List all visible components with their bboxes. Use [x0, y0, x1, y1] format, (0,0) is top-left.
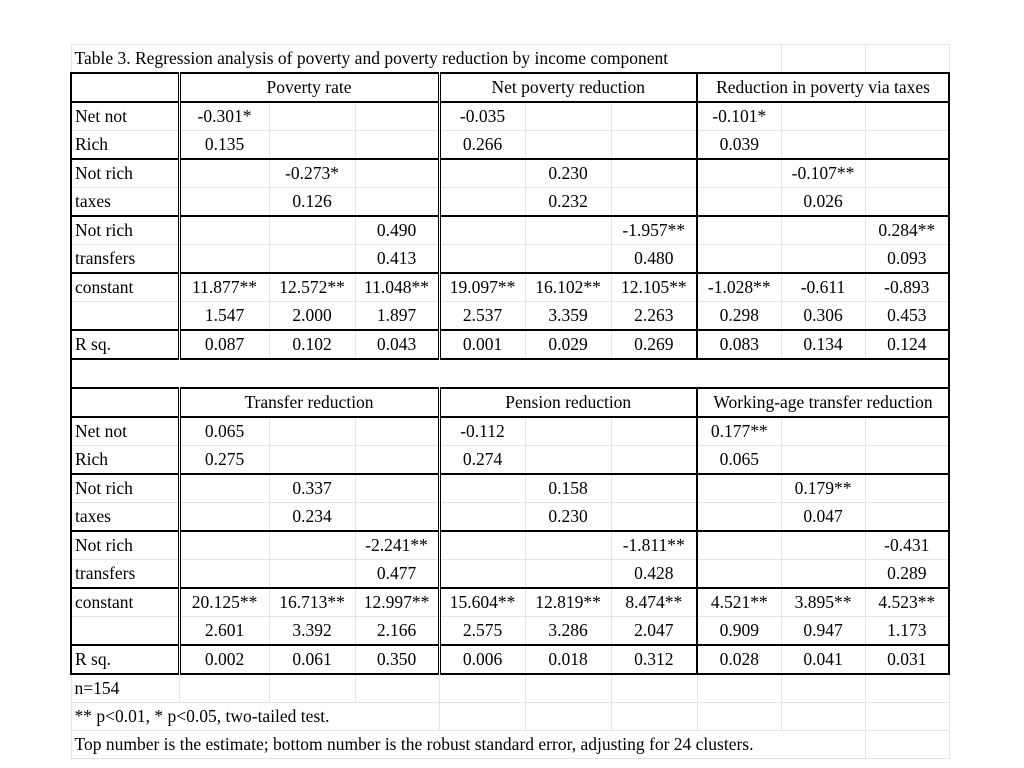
- separator-row: [71, 359, 949, 388]
- coefficient-cell: [179, 159, 269, 188]
- coefficient-cell: -0.611: [781, 273, 865, 302]
- row-label: Not rich: [71, 216, 179, 245]
- coefficient-cell: [269, 102, 355, 131]
- panel-1-header-row: [71, 388, 949, 417]
- row-label: taxes: [71, 188, 179, 217]
- coefficient-cell: [865, 102, 949, 131]
- coefficient-cell: [781, 131, 865, 160]
- coefficient-cell: 0.087: [179, 330, 269, 359]
- panel-0-row: [71, 330, 949, 359]
- coefficient-cell: 0.350: [355, 645, 439, 674]
- row-label: Rich: [71, 446, 179, 475]
- coefficient-cell: 2.537: [439, 302, 525, 331]
- coefficient-cell: [781, 216, 865, 245]
- coefficient-cell: 2.575: [439, 617, 525, 646]
- coefficient-cell: 0.065: [697, 446, 781, 475]
- header-blank-cell: [71, 388, 179, 417]
- coefficient-cell: 11.048**: [355, 273, 439, 302]
- coefficient-cell: 1.897: [355, 302, 439, 331]
- coefficient-cell: 0.275: [179, 446, 269, 475]
- coefficient-cell: [525, 531, 611, 560]
- coefficient-cell: 0.102: [269, 330, 355, 359]
- coefficient-cell: [355, 446, 439, 475]
- row-label: Not rich: [71, 159, 179, 188]
- note-row: [71, 731, 949, 759]
- coefficient-cell: 1.547: [179, 302, 269, 331]
- coefficient-cell: [439, 188, 525, 217]
- panel-0-row: [71, 102, 949, 131]
- coefficient-cell: [525, 446, 611, 475]
- coefficient-cell: [269, 446, 355, 475]
- coefficient-cell: 0.093: [865, 245, 949, 274]
- coefficient-cell: 4.521**: [697, 588, 781, 617]
- coefficient-cell: -0.107**: [781, 159, 865, 188]
- coefficient-cell: 12.819**: [525, 588, 611, 617]
- coefficient-cell: 16.713**: [269, 588, 355, 617]
- coefficient-cell: [269, 560, 355, 589]
- empty-cell: [179, 674, 269, 703]
- coefficient-cell: [781, 446, 865, 475]
- coefficient-cell: 0.274: [439, 446, 525, 475]
- panel-1-row: [71, 417, 949, 446]
- coefficient-cell: 0.018: [525, 645, 611, 674]
- coefficient-cell: [179, 188, 269, 217]
- coefficient-cell: [439, 245, 525, 274]
- coefficient-cell: [355, 102, 439, 131]
- coefficient-cell: 0.002: [179, 645, 269, 674]
- row-label: Rich: [71, 131, 179, 160]
- panel-1-row: [71, 645, 949, 674]
- coefficient-cell: 16.102**: [525, 273, 611, 302]
- coefficient-cell: 0.490: [355, 216, 439, 245]
- coefficient-cell: 2.601: [179, 617, 269, 646]
- coefficient-cell: 0.126: [269, 188, 355, 217]
- empty-cell: [269, 674, 355, 703]
- panel-0-row: [71, 273, 949, 302]
- coefficient-cell: 11.877**: [179, 273, 269, 302]
- coefficient-cell: [269, 216, 355, 245]
- panel-0-row: [71, 188, 949, 217]
- coefficient-cell: -1.957**: [611, 216, 697, 245]
- coefficient-cell: [179, 560, 269, 589]
- panel-0-row: [71, 131, 949, 160]
- coefficient-cell: [179, 216, 269, 245]
- coefficient-cell: 0.124: [865, 330, 949, 359]
- coefficient-cell: [865, 188, 949, 217]
- coefficient-cell: [697, 159, 781, 188]
- coefficient-cell: 0.298: [697, 302, 781, 331]
- coefficient-cell: 2.263: [611, 302, 697, 331]
- coefficient-cell: -0.893: [865, 273, 949, 302]
- panel-1-row: [71, 588, 949, 617]
- coefficient-cell: [179, 531, 269, 560]
- coefficient-cell: [611, 131, 697, 160]
- coefficient-cell: [611, 102, 697, 131]
- coefficient-cell: 0.453: [865, 302, 949, 331]
- row-label: constant: [71, 588, 179, 617]
- coefficient-cell: 20.125**: [179, 588, 269, 617]
- coefficient-cell: -0.112: [439, 417, 525, 446]
- coefficient-cell: [697, 188, 781, 217]
- row-label: [71, 617, 179, 646]
- row-label: transfers: [71, 245, 179, 274]
- coefficient-cell: 0.061: [269, 645, 355, 674]
- coefficient-cell: 3.359: [525, 302, 611, 331]
- panel-1-row: [71, 617, 949, 646]
- coefficient-cell: [697, 531, 781, 560]
- coefficient-cell: 0.909: [697, 617, 781, 646]
- coefficient-cell: 8.474**: [611, 588, 697, 617]
- header-blank-cell: [71, 73, 179, 102]
- coefficient-cell: [355, 188, 439, 217]
- coefficient-cell: [781, 560, 865, 589]
- row-label: Net not: [71, 417, 179, 446]
- coefficient-cell: [865, 503, 949, 532]
- coefficient-cell: [269, 245, 355, 274]
- empty-cell: [781, 45, 865, 74]
- coefficient-cell: [781, 102, 865, 131]
- coefficient-cell: 3.895**: [781, 588, 865, 617]
- coefficient-cell: [355, 503, 439, 532]
- coefficient-cell: 2.166: [355, 617, 439, 646]
- empty-cell: [865, 45, 949, 74]
- coefficient-cell: -0.301*: [179, 102, 269, 131]
- empty-cell: [611, 674, 697, 703]
- coefficient-cell: 0.083: [697, 330, 781, 359]
- coefficient-cell: 0.413: [355, 245, 439, 274]
- panel-0-column-header: Poverty rate: [179, 73, 439, 102]
- coefficient-cell: [697, 503, 781, 532]
- table-note: Top number is the estimate; bottom number is the robust standard error, adjusting for 24 clusters.: [71, 731, 865, 759]
- coefficient-cell: [355, 474, 439, 503]
- coefficient-cell: 0.234: [269, 503, 355, 532]
- coefficient-cell: [781, 245, 865, 274]
- row-label: Not rich: [71, 531, 179, 560]
- coefficient-cell: 2.000: [269, 302, 355, 331]
- coefficient-cell: [781, 417, 865, 446]
- coefficient-cell: 3.392: [269, 617, 355, 646]
- coefficient-cell: 0.031: [865, 645, 949, 674]
- coefficient-cell: -2.241**: [355, 531, 439, 560]
- coefficient-cell: 12.572**: [269, 273, 355, 302]
- coefficient-cell: [355, 417, 439, 446]
- coefficient-cell: -0.273*: [269, 159, 355, 188]
- coefficient-cell: -0.035: [439, 102, 525, 131]
- panel-0-row: [71, 216, 949, 245]
- coefficient-cell: 0.028: [697, 645, 781, 674]
- coefficient-cell: [525, 417, 611, 446]
- empty-cell: [697, 674, 781, 703]
- coefficient-cell: [697, 474, 781, 503]
- empty-cell: [439, 674, 525, 703]
- coefficient-cell: [525, 131, 611, 160]
- empty-cell: [781, 674, 865, 703]
- row-label: transfers: [71, 560, 179, 589]
- empty-cell: [865, 674, 949, 703]
- coefficient-cell: 0.134: [781, 330, 865, 359]
- title-row: [71, 45, 949, 74]
- empty-cell: [865, 703, 949, 731]
- row-label: taxes: [71, 503, 179, 532]
- coefficient-cell: 0.001: [439, 330, 525, 359]
- coefficient-cell: 0.043: [355, 330, 439, 359]
- coefficient-cell: [611, 503, 697, 532]
- coefficient-cell: [611, 446, 697, 475]
- note-row: [71, 674, 949, 703]
- coefficient-cell: [179, 245, 269, 274]
- coefficient-cell: -0.101*: [697, 102, 781, 131]
- coefficient-cell: 0.947: [781, 617, 865, 646]
- panel-0-header-row: [71, 73, 949, 102]
- coefficient-cell: 0.047: [781, 503, 865, 532]
- coefficient-cell: 15.604**: [439, 588, 525, 617]
- coefficient-cell: [525, 245, 611, 274]
- coefficient-cell: [355, 159, 439, 188]
- coefficient-cell: [439, 560, 525, 589]
- panel-0-column-header: Reduction in poverty via taxes: [697, 73, 949, 102]
- coefficient-cell: [611, 159, 697, 188]
- coefficient-cell: [697, 560, 781, 589]
- coefficient-cell: [439, 216, 525, 245]
- coefficient-cell: 12.105**: [611, 273, 697, 302]
- coefficient-cell: -1.028**: [697, 273, 781, 302]
- coefficient-cell: [865, 417, 949, 446]
- empty-cell: [865, 731, 949, 759]
- coefficient-cell: 0.029: [525, 330, 611, 359]
- coefficient-cell: 0.179**: [781, 474, 865, 503]
- coefficient-cell: 0.135: [179, 131, 269, 160]
- row-label: [71, 302, 179, 331]
- panel-1-row: [71, 531, 949, 560]
- coefficient-cell: 0.232: [525, 188, 611, 217]
- empty-cell: [525, 703, 611, 731]
- coefficient-cell: [269, 417, 355, 446]
- coefficient-cell: 0.306: [781, 302, 865, 331]
- separator-cell: [71, 359, 949, 388]
- coefficient-cell: 0.039: [697, 131, 781, 160]
- coefficient-cell: [611, 474, 697, 503]
- panel-1-row: [71, 503, 949, 532]
- coefficient-cell: 1.173: [865, 617, 949, 646]
- coefficient-cell: [439, 474, 525, 503]
- coefficient-cell: [781, 531, 865, 560]
- empty-cell: [525, 674, 611, 703]
- empty-cell: [611, 703, 697, 731]
- panel-1-row: [71, 560, 949, 589]
- coefficient-cell: [525, 102, 611, 131]
- coefficient-cell: [525, 560, 611, 589]
- coefficient-cell: 0.065: [179, 417, 269, 446]
- note-row: [71, 703, 949, 731]
- row-label: R sq.: [71, 645, 179, 674]
- panel-0-row: [71, 302, 949, 331]
- coefficient-cell: [439, 531, 525, 560]
- coefficient-cell: [439, 159, 525, 188]
- panel-0-row: [71, 245, 949, 274]
- coefficient-cell: 0.177**: [697, 417, 781, 446]
- coefficient-cell: 0.480: [611, 245, 697, 274]
- coefficient-cell: 4.523**: [865, 588, 949, 617]
- coefficient-cell: 0.041: [781, 645, 865, 674]
- regression-table-sheet: [70, 44, 950, 759]
- coefficient-cell: 0.006: [439, 645, 525, 674]
- panel-1-column-header: Transfer reduction: [179, 388, 439, 417]
- coefficient-cell: 19.097**: [439, 273, 525, 302]
- coefficient-cell: [865, 474, 949, 503]
- coefficient-cell: [355, 131, 439, 160]
- empty-cell: [781, 703, 865, 731]
- coefficient-cell: [179, 503, 269, 532]
- empty-cell: [697, 703, 781, 731]
- coefficient-cell: [611, 417, 697, 446]
- coefficient-cell: [269, 131, 355, 160]
- coefficient-cell: 2.047: [611, 617, 697, 646]
- panel-1-row: [71, 474, 949, 503]
- coefficient-cell: [611, 188, 697, 217]
- row-label: Net not: [71, 102, 179, 131]
- coefficient-cell: 12.997**: [355, 588, 439, 617]
- panel-1-column-header: Pension reduction: [439, 388, 697, 417]
- coefficient-cell: 0.337: [269, 474, 355, 503]
- coefficient-cell: -0.431: [865, 531, 949, 560]
- coefficient-cell: 0.312: [611, 645, 697, 674]
- coefficient-cell: 0.269: [611, 330, 697, 359]
- coefficient-cell: 0.230: [525, 503, 611, 532]
- row-label: constant: [71, 273, 179, 302]
- coefficient-cell: 0.428: [611, 560, 697, 589]
- regression-table: [70, 44, 950, 759]
- coefficient-cell: [865, 446, 949, 475]
- coefficient-cell: [179, 474, 269, 503]
- panel-0-row: [71, 159, 949, 188]
- coefficient-cell: 0.026: [781, 188, 865, 217]
- table-note: n=154: [71, 674, 179, 703]
- coefficient-cell: 0.284**: [865, 216, 949, 245]
- coefficient-cell: 0.266: [439, 131, 525, 160]
- panel-0-column-header: Net poverty reduction: [439, 73, 697, 102]
- coefficient-cell: [697, 216, 781, 245]
- table-note: ** p<0.01, * p<0.05, two-tailed test.: [71, 703, 439, 731]
- row-label: R sq.: [71, 330, 179, 359]
- coefficient-cell: 0.477: [355, 560, 439, 589]
- empty-cell: [355, 674, 439, 703]
- coefficient-cell: [865, 159, 949, 188]
- coefficient-cell: [865, 131, 949, 160]
- coefficient-cell: [525, 216, 611, 245]
- table-title: Table 3. Regression analysis of poverty and poverty reduction by income component: [71, 45, 781, 74]
- coefficient-cell: 0.158: [525, 474, 611, 503]
- row-label: Not rich: [71, 474, 179, 503]
- coefficient-cell: [269, 531, 355, 560]
- panel-1-column-header: Working-age transfer reduction: [697, 388, 949, 417]
- coefficient-cell: 0.289: [865, 560, 949, 589]
- empty-cell: [439, 703, 525, 731]
- coefficient-cell: -1.811**: [611, 531, 697, 560]
- coefficient-cell: 0.230: [525, 159, 611, 188]
- coefficient-cell: [439, 503, 525, 532]
- panel-1-row: [71, 446, 949, 475]
- coefficient-cell: [697, 245, 781, 274]
- coefficient-cell: 3.286: [525, 617, 611, 646]
